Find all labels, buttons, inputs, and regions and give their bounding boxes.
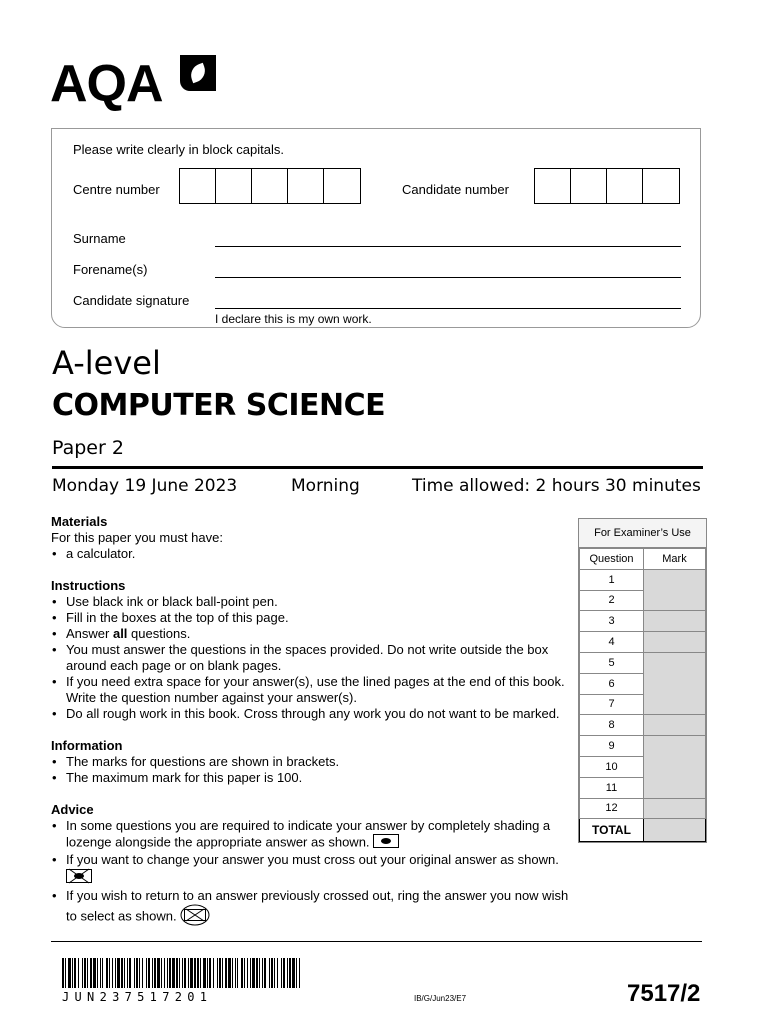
centre-digit-box[interactable] [252, 169, 288, 203]
aqa-logo-mark-icon [180, 55, 216, 91]
list-item: • In some questions you are required to indicate your answer by completely shading a lozenge alongside the appropriate answer as shown. [51, 818, 571, 852]
time-allowed: Time allowed: 2 hours 30 minutes [412, 476, 701, 496]
subject-title: COMPUTER SCIENCE [52, 388, 386, 423]
list-item: • If you want to change your answer you must cross out your original answer as shown. [51, 852, 571, 888]
footer-divider [51, 941, 702, 942]
candidate-digit-box[interactable] [607, 169, 643, 203]
surname-field[interactable] [215, 246, 681, 247]
candidate-number-label: Candidate number [402, 182, 509, 197]
qualification-level: A-level [52, 344, 161, 382]
question-number: 11 [580, 777, 644, 798]
candidate-digit-box[interactable] [643, 169, 679, 203]
mark-column-header: Mark [644, 549, 706, 570]
list-item: • Use black ink or black ball-point pen. [51, 594, 571, 610]
mark-cell[interactable] [644, 715, 706, 736]
instructions-list [51, 594, 571, 722]
exam-date: Monday 19 June 2023 [52, 476, 238, 496]
materials-heading: Materials [51, 514, 108, 529]
candidate-digit-box[interactable] [535, 169, 571, 203]
mark-cell[interactable] [644, 569, 706, 611]
examiner-use-table [578, 518, 707, 843]
materials-intro: For this paper you must have: [51, 530, 223, 545]
advice-heading: Advice [51, 802, 94, 817]
centre-digit-box[interactable] [288, 169, 324, 203]
mark-cell[interactable] [644, 611, 706, 632]
question-number: 8 [580, 715, 644, 736]
centre-number-label: Centre number [73, 182, 160, 197]
question-number: 4 [580, 632, 644, 653]
block-capitals-instruction: Please write clearly in block capitals. [73, 142, 284, 157]
examiner-table-title: For Examiner’s Use [579, 519, 706, 548]
forename-label: Forename(s) [73, 262, 148, 277]
crossed-lozenge-icon [66, 868, 92, 888]
centre-number-boxes[interactable] [179, 168, 361, 204]
question-number: 5 [580, 652, 644, 673]
barcode-number: JUN237517201 [62, 990, 213, 1004]
surname-label: Surname [73, 231, 126, 246]
question-number: 6 [580, 673, 644, 694]
exam-session: Morning [291, 476, 360, 496]
question-number: 7 [580, 694, 644, 715]
total-mark-cell[interactable] [644, 819, 706, 842]
instructions-heading: Instructions [51, 578, 126, 593]
list-item-answer-all: • Answer all questions. [51, 626, 571, 642]
question-number: 3 [580, 611, 644, 632]
list-item: • You must answer the questions in the spaces provided. Do not write outside the box around each page or on blank pages. [51, 642, 571, 674]
materials-list [51, 546, 571, 562]
barcode-icon [62, 958, 306, 988]
list-item: • If you need extra space for your answer(s), use the lined pages at the end of this book. Write the question number against your answer(s). [51, 674, 571, 706]
list-item: • If you wish to return to an answer previously crossed out, ring the answer you now wish to select as shown. [51, 888, 571, 930]
title-divider [52, 466, 703, 469]
shaded-lozenge-icon [373, 834, 399, 852]
list-item: • Do all rough work in this book. Cross through any work you do not want to be marked. [51, 706, 571, 722]
information-list [51, 754, 571, 786]
list-item: • a calculator. [51, 546, 571, 562]
centre-digit-box[interactable] [180, 169, 216, 203]
list-item: • The maximum mark for this paper is 100. [51, 770, 571, 786]
question-number: 2 [580, 590, 644, 611]
mark-cell[interactable] [644, 632, 706, 653]
candidate-digit-box[interactable] [571, 169, 607, 203]
forename-field[interactable] [215, 277, 681, 278]
question-number: 1 [580, 569, 644, 590]
reference-code: IB/G/Jun23/E7 [414, 994, 467, 1003]
list-item: • Fill in the boxes at the top of this page. [51, 610, 571, 626]
signature-field[interactable] [215, 308, 681, 309]
question-number: 12 [580, 798, 644, 819]
aqa-logo-text: AQA [50, 55, 163, 113]
ringed-lozenge-icon [180, 904, 210, 930]
barcode-stripe [300, 958, 302, 988]
mark-cell[interactable] [644, 798, 706, 819]
question-number: 10 [580, 756, 644, 777]
mark-cell[interactable] [644, 736, 706, 798]
instructions-column [51, 514, 571, 930]
advice-list [51, 818, 571, 930]
declaration-text: I declare this is my own work. [215, 312, 372, 326]
centre-digit-box[interactable] [216, 169, 252, 203]
list-item: • The marks for questions are shown in brackets. [51, 754, 571, 770]
mark-cell[interactable] [644, 652, 706, 714]
centre-digit-box[interactable] [324, 169, 360, 203]
signature-label: Candidate signature [73, 293, 190, 308]
paper-title: Paper 2 [52, 437, 124, 459]
question-number: 9 [580, 736, 644, 757]
question-column-header: Question [580, 549, 644, 570]
candidate-number-boxes[interactable] [534, 168, 680, 204]
paper-code: 7517/2 [627, 980, 701, 1007]
total-label: TOTAL [580, 819, 644, 842]
information-heading: Information [51, 738, 123, 753]
